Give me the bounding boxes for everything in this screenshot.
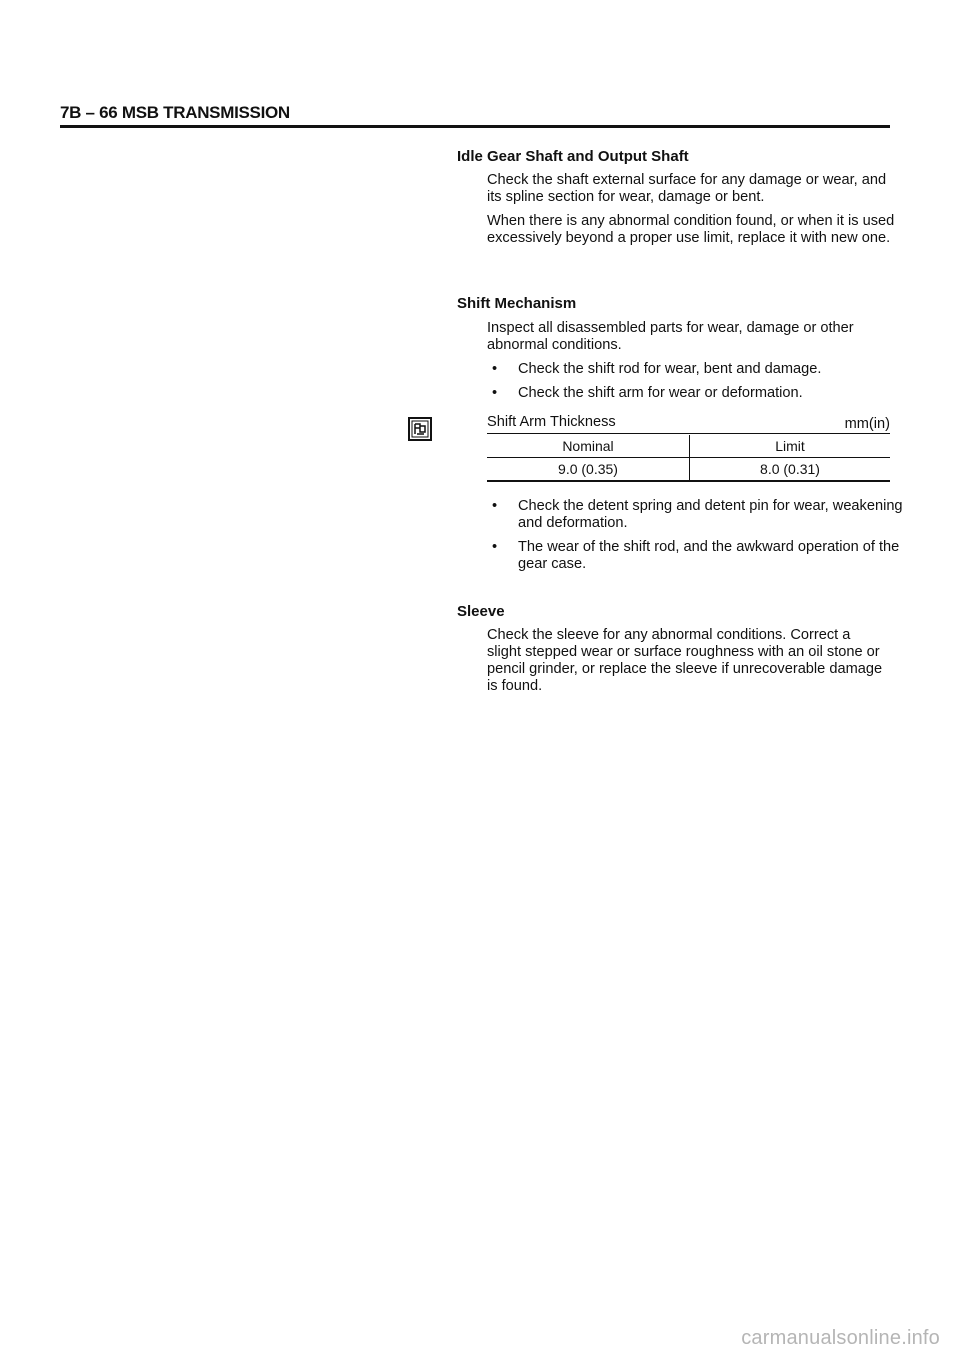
spec-table-caption: [487, 414, 890, 434]
section-title-sleeve: Sleeve: [457, 603, 505, 620]
bullet-dot: •: [492, 361, 498, 377]
spec-table-title: Shift Arm Thickness: [487, 414, 616, 430]
table-cell-limit: 8.0 (0.31): [690, 458, 891, 482]
table-row: [487, 458, 890, 482]
page-header: [60, 103, 890, 128]
sleeve-paragraph: Check the sleeve for any abnormal conditions. Correct a slight stepped wear or surface roughness with an oil stone or pencil grinder, or replace the sleeve if unrecoverable damage is found.: [487, 627, 883, 694]
spec-table-unit: mm(in): [844, 416, 890, 432]
bullet-text: Check the detent spring and detent pin for wear, weakening and deformation.: [518, 498, 903, 531]
table-cell-nominal: 9.0 (0.35): [487, 458, 690, 482]
table-header-nominal: Nominal: [487, 435, 690, 458]
bullet-dot: •: [492, 385, 498, 401]
bullet-text: Check the shift arm for wear or deformation.: [518, 385, 803, 401]
section-title-shift-mechanism: Shift Mechanism: [457, 295, 577, 312]
table-header-row: [487, 435, 890, 458]
spec-table: [487, 435, 890, 482]
spec-caliper-icon: [408, 417, 432, 441]
table-header-limit: Limit: [690, 435, 891, 458]
idle-gear-paragraph-1: Check the shaft external surface for any damage or wear, and its spline section for wear, damage or bent.: [487, 172, 887, 205]
bullet-dot: •: [492, 498, 498, 514]
bullet-dot: •: [492, 539, 498, 555]
idle-gear-paragraph-2: When there is any abnormal condition found, or when it is used excessively beyond a proper use limit, replace it with new one.: [487, 213, 895, 246]
page-header-title: 7B – 66 MSB TRANSMISSION: [60, 103, 290, 122]
watermark: carmanualsonline.info: [741, 1327, 940, 1349]
shift-mechanism-paragraph: Inspect all disassembled parts for wear, damage or other abnormal conditions.: [487, 320, 854, 353]
bullet-text: The wear of the shift rod, and the awkward operation of the gear case.: [518, 539, 900, 572]
bullet-text: Check the shift rod for wear, bent and damage.: [518, 361, 822, 377]
section-title-idle-gear: Idle Gear Shaft and Output Shaft: [457, 148, 689, 165]
